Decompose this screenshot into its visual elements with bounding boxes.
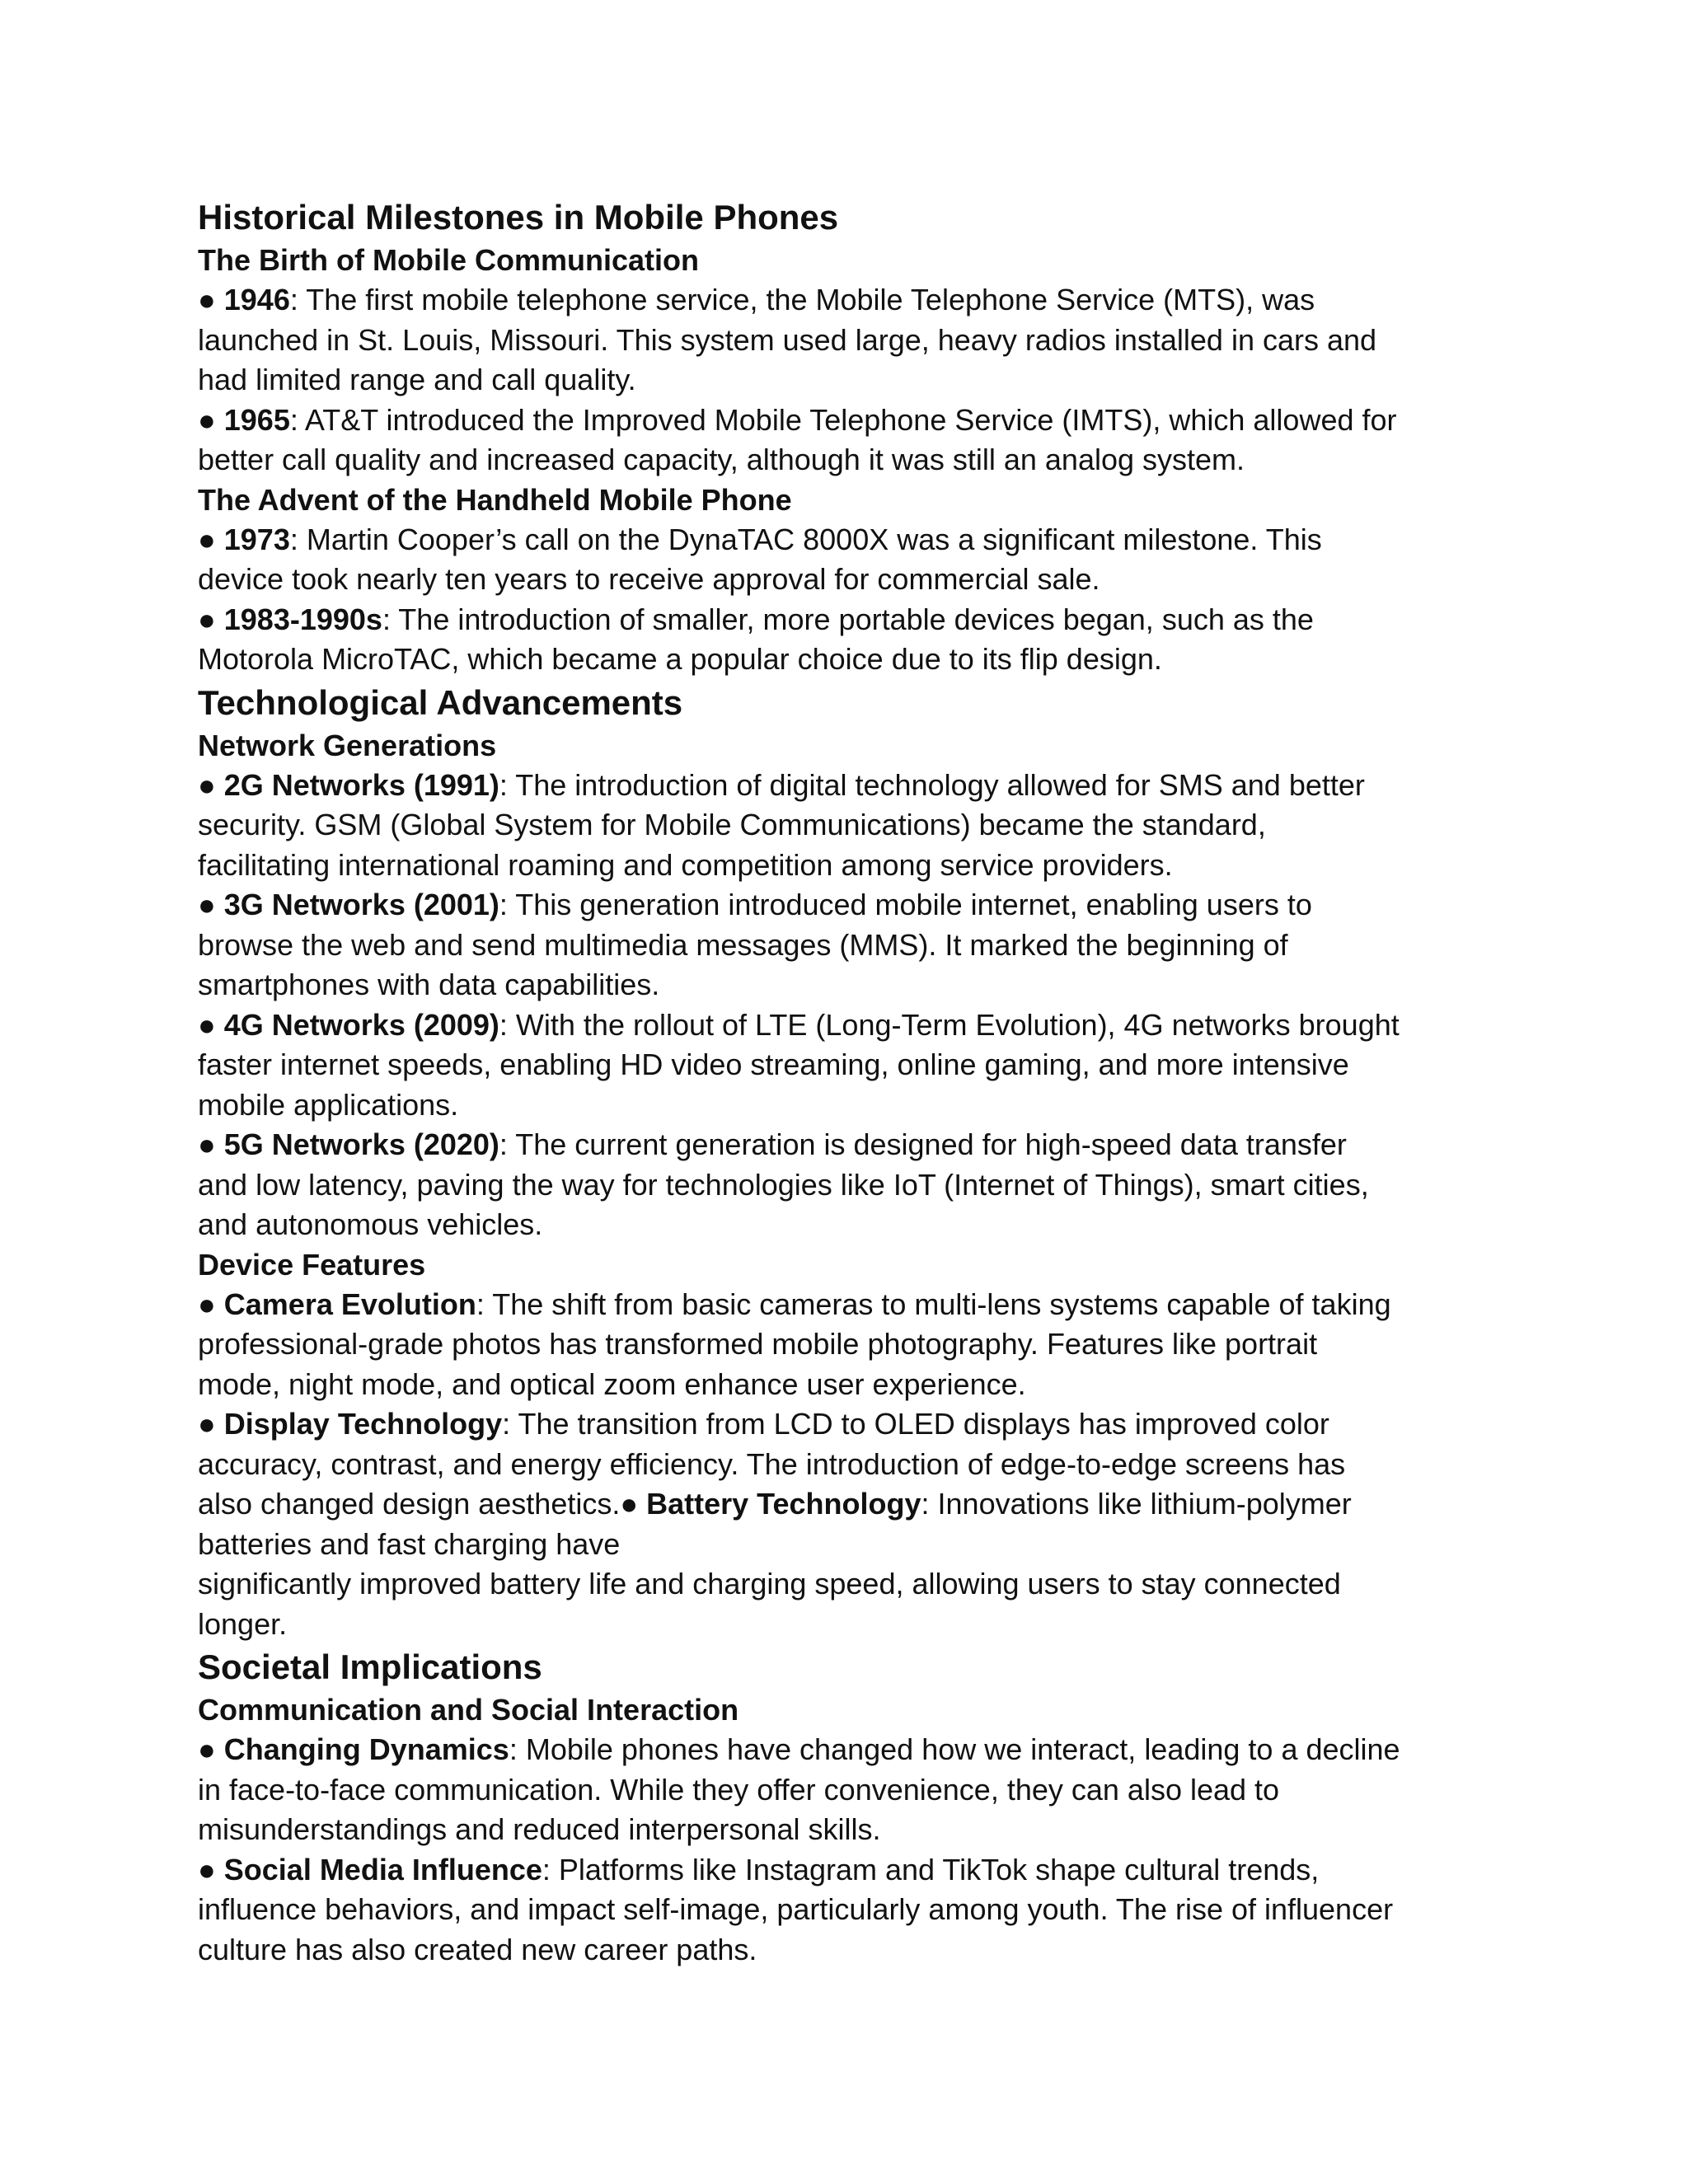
bullet-mark: ● (198, 1007, 216, 1042)
document-page (198, 194, 1401, 1970)
bullet-mark: ● (198, 402, 216, 437)
subsection-heading: The Advent of the Handheld Mobile Phone (198, 482, 792, 517)
bullet-term: Battery Technology (646, 1487, 921, 1521)
bullet-term: Changing Dynamics (223, 1732, 509, 1766)
bullet-mark: ● (198, 1852, 216, 1886)
bullet-term: Camera Evolution (223, 1286, 476, 1321)
subsection-heading: Device Features (198, 1247, 426, 1282)
bullet-mark: ● (198, 283, 216, 316)
subsection-heading: Network Generations (198, 728, 497, 762)
paragraph-continuation: significantly improved battery life and charging speed, allowing users to stay connected longer. (198, 1567, 1341, 1641)
bullet-term: 1973 (223, 522, 290, 556)
bullet-term: 1946 (223, 283, 290, 316)
subsection-heading: The Birth of Mobile Communication (198, 243, 699, 277)
bullet-text: : Martin Cooper’s call on the DynaTAC 8000X was a significant milestone. This device took nearly ten years to receive approval for commercial sale. (198, 522, 1322, 596)
bullet-text: : Platforms like Instagram and TikTok shape cultural trends, influence behaviors, and impact self-image, particularly among youth. The rise of influencer culture has also created new career paths. (198, 1852, 1394, 1966)
bullet-text: : The first mobile telephone service, the Mobile Telephone Service (MTS), was launched in St. Louis, Missouri. This system used large, heavy radios installed in cars and had limited range and call quality. (198, 283, 1377, 396)
bullet-item (198, 1005, 1401, 1126)
bullet-text: : The transition from LCD to OLED displays has improved color accuracy, contrast, and energy efficiency. The introduction of edge-to-edge screens has also changed design aesthetics. (198, 1407, 1346, 1521)
bullet-term: Social Media Influence (223, 1852, 542, 1886)
bullet-item (198, 766, 1401, 886)
bullet-mark: ● (620, 1487, 639, 1521)
bullet-item (198, 1285, 1401, 1405)
bullet-mark: ● (198, 602, 216, 636)
bullet-item (198, 1125, 1401, 1245)
bullet-term: 5G Networks (2020) (223, 1127, 499, 1161)
bullet-mark: ● (198, 1127, 216, 1161)
bullet-term: 1983-1990s (223, 602, 382, 636)
bullet-mark: ● (198, 1732, 216, 1766)
bullet-item (198, 1404, 1401, 1564)
bullet-item (198, 280, 1401, 401)
bullet-mark: ● (198, 1407, 216, 1441)
bullet-term: 1965 (223, 402, 290, 437)
bullet-text: : This generation introduced mobile internet, enabling users to browse the web and send multimedia messages (MMS). It marked the beginning of smartphones with data capabilities. (198, 888, 1312, 1001)
bullet-item (198, 1730, 1401, 1850)
bullet-term: 4G Networks (2009) (223, 1007, 499, 1042)
subsection-heading: Communication and Social Interaction (198, 1693, 739, 1727)
bullet-text: : Innovations like lithium-polymer batteries and fast charging have (198, 1487, 1352, 1561)
bullet-mark: ● (198, 888, 216, 921)
bullet-text: : Mobile phones have changed how we interact, leading to a decline in face-to-face communication. While they offer convenience, they can also lead to misunderstandings and reduced interpersonal skills. (198, 1732, 1400, 1846)
bullet-term: 2G Networks (1991) (223, 767, 499, 802)
section-heading: Historical Milestones in Mobile Phones (198, 198, 839, 237)
bullet-item (198, 520, 1401, 600)
bullet-item (198, 885, 1401, 1005)
bullet-text: : The introduction of digital technology allowed for SMS and better security. GSM (Global System for Mobile Communications) became the standard, facilitating international roaming and competition among service providers. (198, 767, 1365, 882)
bullet-text: : AT&T introduced the Improved Mobile Telephone Service (IMTS), which allowed for better call quality and increased capacity, although it was still an analog system. (198, 402, 1397, 476)
bullet-item (198, 600, 1401, 680)
bullet-term: 3G Networks (2001) (223, 888, 499, 921)
section-heading: Societal Implications (198, 1647, 542, 1686)
bullet-item (198, 401, 1401, 480)
bullet-text: : The current generation is designed for high-speed data transfer and low latency, paving the way for technologies like IoT (Internet of Things), smart cities, and autonomous vehicles. (198, 1127, 1369, 1241)
bullet-text: : The shift from basic cameras to multi-lens systems capable of taking professional-grade photos has transformed mobile photography. Features like portrait mode, night mode, and optical zoom enhance user experience. (198, 1286, 1391, 1401)
bullet-mark: ● (198, 1286, 216, 1321)
section-heading: Technological Advancements (198, 682, 683, 722)
bullet-item (198, 1850, 1401, 1971)
bullet-term: Display Technology (223, 1407, 503, 1441)
bullet-mark: ● (198, 767, 216, 802)
bullet-text: : The introduction of smaller, more portable devices began, such as the Motorola MicroTAC, which became a popular choice due to its flip design. (198, 602, 1314, 676)
bullet-mark: ● (198, 522, 216, 556)
bullet-text: : With the rollout of LTE (Long-Term Evolution), 4G networks brought faster internet speeds, enabling HD video streaming, online gaming, and more intensive mobile applications. (198, 1007, 1400, 1122)
